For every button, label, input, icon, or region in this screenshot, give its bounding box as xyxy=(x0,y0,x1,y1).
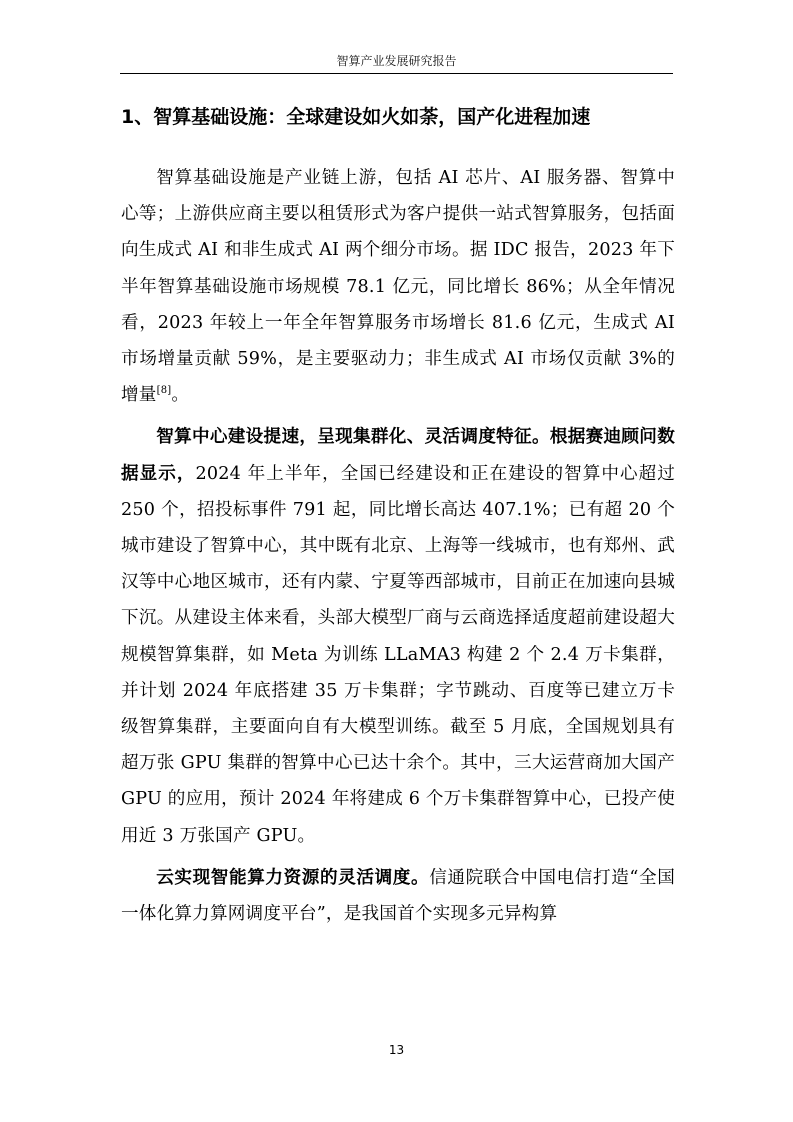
paragraph-compute-centers xyxy=(121,419,675,853)
paragraph-text: 信通院联合中国电信打造“全国一体化算力算网调度平台”，是我国首个实现多元异构算 xyxy=(121,867,675,925)
body-text xyxy=(121,160,675,938)
citation-ref: [8] xyxy=(156,385,172,397)
page-number: 13 xyxy=(388,1043,405,1057)
paragraph-lead-bold: 智算中心建设提速，呈现集群化、灵活调度特征。根据赛迪顾问数据显示， xyxy=(121,427,675,484)
paragraph-text: 2024 年上半年，全国已经建设和正在建设的智算中心超过 250 个，招投标事件 791 起，同比增长高达 407.1%；已有超 20 个城市建设了智算中心，其中既有北京、上海等一线城市，也有郑州、武汉等中心地区城市，还有内蒙、宁夏等西部城市，目前正在加速向县城下沉。从建设主体来看，头部大模型厂商与云商选择适度超前建设超大规模智算集群，如 Meta 为训练 LLaMA3 构建 2 个 2.4 万卡集群，并计划 2024 年底搭建 35 万卡集群；字节跳动、百度等已建立万卡级智算集群，主要面向自有大模型训练。截至 5 月底，全国规划具有超万张 GPU 集群的智算中心已达十余个。其中，三大运营商加大国产 GPU 的应用，预计 2024 年将建成 6 个万卡集群智算中心，已投产使用近 3 万张国产 GPU。 xyxy=(121,463,675,846)
paragraph-cloud-scheduling xyxy=(121,860,675,932)
header-divider xyxy=(120,73,673,74)
section-heading: 1、智算基础设施：全球建设如火如荼，国产化进程加速 xyxy=(121,106,591,128)
paragraph-end-punct: 。 xyxy=(171,385,190,406)
paragraph-market-size xyxy=(121,160,675,413)
paragraph-text: 智算基础设施是产业链上游，包括 AI 芯片、AI 服务器、智算中心等；上游供应商主要以租赁形式为客户提供一站式智算服务，包括面向生成式 AI 和非生成式 AI 两个细分市场。据 IDC 报告，2023 年下半年智算基础设施市场规模 78.1 亿元，同比增长 86%；从全年情况看，2023 年较上一年全年智算服务市场增长 81.6 亿元，生成式 AI 市场增量贡献 59%，是主要驱动力；非生成式 AI 市场仅贡献 3%的增量 xyxy=(121,168,675,406)
running-header: 智算产业发展研究报告 xyxy=(336,54,457,68)
paragraph-lead-bold: 云实现智能算力资源的灵活调度。 xyxy=(156,867,430,888)
